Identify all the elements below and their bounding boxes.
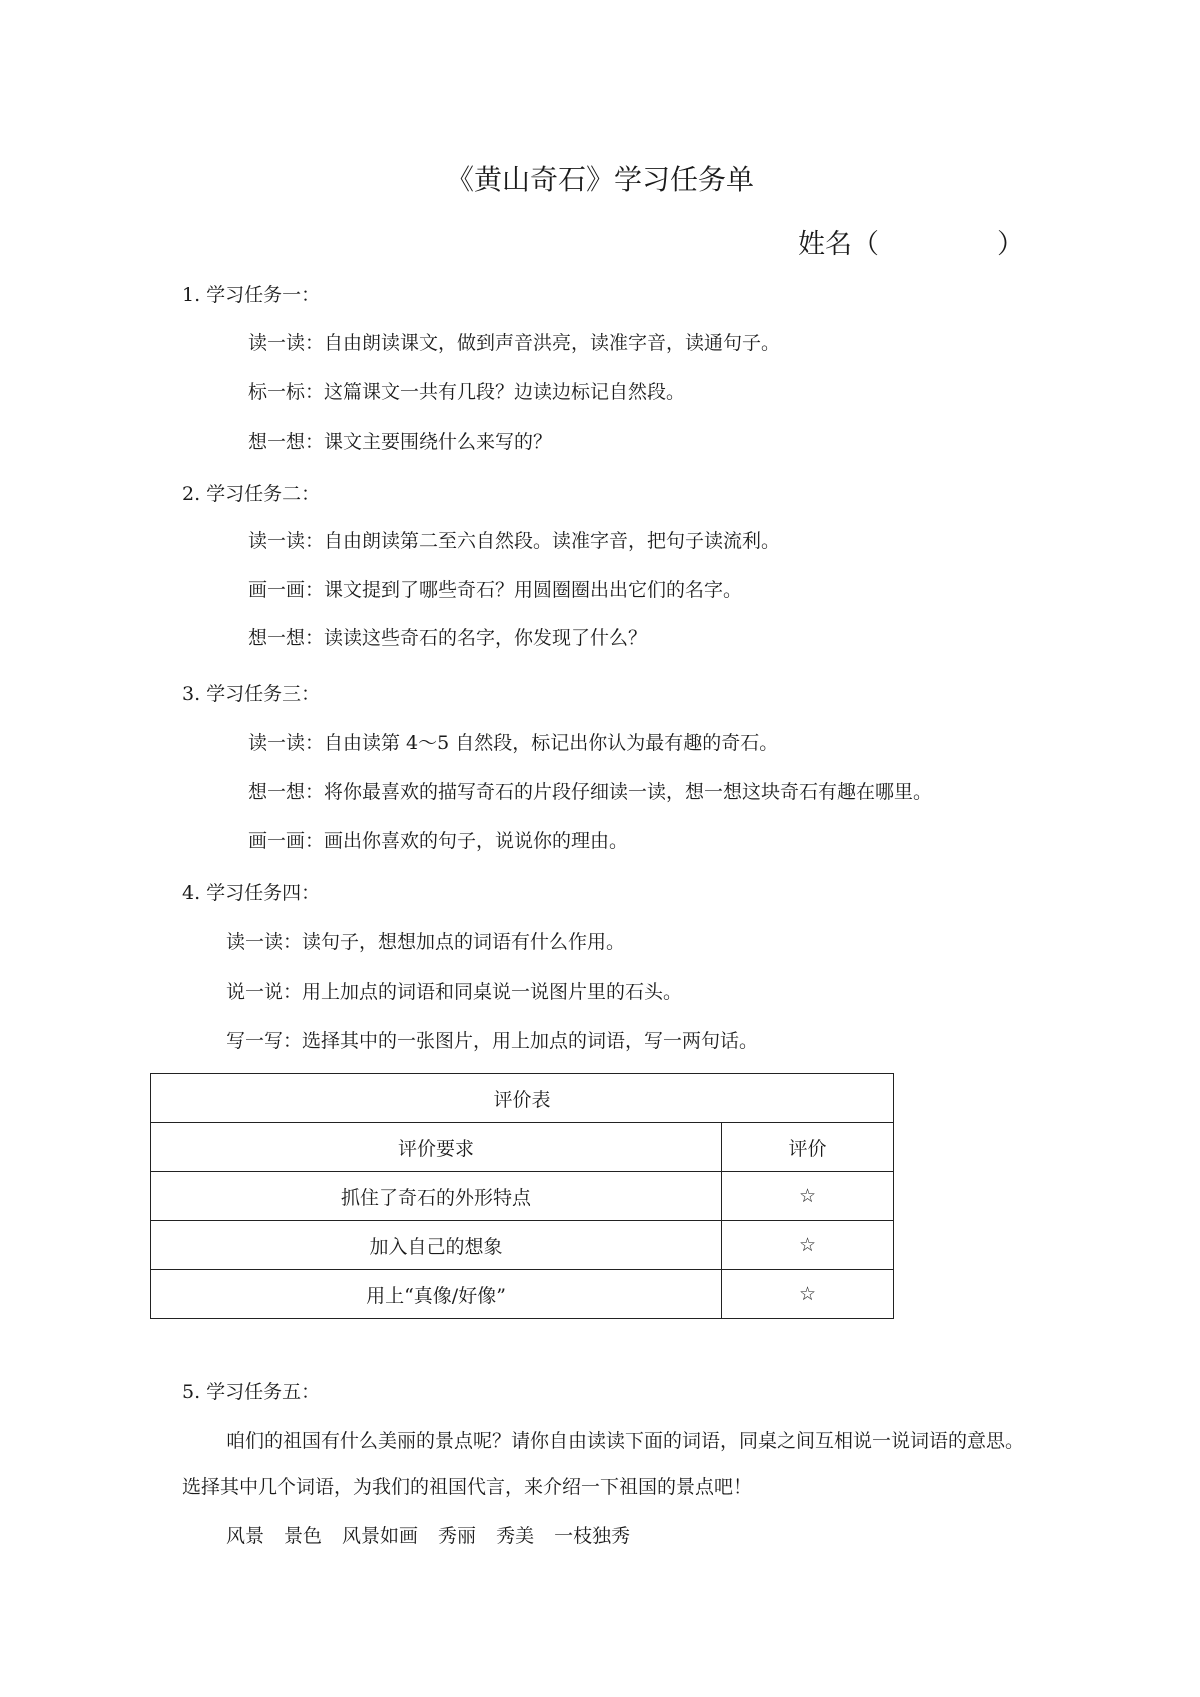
requirement-cell: 抓住了奇石的外形特点 (151, 1172, 722, 1221)
word-item: 秀丽 (438, 1525, 477, 1547)
star-rating[interactable]: ☆ (722, 1172, 894, 1221)
task-5-paragraph: 咱们的祖国有什么美丽的景点呢？请你自由读读下面的词语，同桌之间互相说一说词语的意思。选择其中几个词语，为我们的祖国代言，来介绍一下祖国的景点吧！ (182, 1430, 1025, 1498)
requirement-cell: 加入自己的想象 (151, 1221, 722, 1270)
star-rating[interactable]: ☆ (722, 1221, 894, 1270)
task-4-line-2: 说一说：用上加点的词语和同桌说一说图片里的石头。 (226, 981, 683, 1003)
task-3-line-1: 读一读：自由读第 4～5 自然段，标记出你认为最有趣的奇石。 (248, 732, 779, 754)
word-item: 秀美 (496, 1525, 535, 1547)
table-row (151, 1270, 894, 1319)
table-caption-row (151, 1074, 894, 1123)
star-rating[interactable]: ☆ (722, 1270, 894, 1319)
name-close-paren: ） (997, 229, 1024, 260)
task-3-line-3: 画一画：画出你喜欢的句子，说说你的理由。 (248, 830, 629, 852)
task-4-heading: 4. 学习任务四： (182, 882, 321, 904)
task-2-line-1: 读一读：自由朗读第二至六自然段。读准字音，把句子读流利。 (248, 530, 781, 552)
table-row (151, 1221, 894, 1270)
word-item: 风景 (226, 1525, 265, 1547)
table-caption: 评价表 (151, 1074, 894, 1123)
task-2-line-3: 想一想：读读这些奇石的名字，你发现了什么？ (248, 627, 648, 649)
word-list (226, 1521, 650, 1548)
task-2-heading: 2. 学习任务二： (182, 483, 321, 505)
word-item: 一枝独秀 (554, 1525, 631, 1547)
evaluation-table (150, 1073, 894, 1319)
word-item: 风景如画 (342, 1525, 419, 1547)
task-1-line-1: 读一读：自由朗读课文，做到声音洪亮，读准字音，读通句子。 (248, 332, 781, 354)
name-field (798, 222, 1024, 261)
table-header-row (151, 1123, 894, 1172)
word-item: 景色 (284, 1525, 323, 1547)
task-1-heading: 1. 学习任务一： (182, 284, 321, 306)
task-3-line-2: 想一想：将你最喜欢的描写奇石的片段仔细读一读，想一想这块奇石有趣在哪里。 (248, 781, 933, 803)
task-4-line-1: 读一读：读句子，想想加点的词语有什么作用。 (226, 931, 626, 953)
task-3-heading: 3. 学习任务三： (182, 683, 321, 705)
requirement-cell: 用上“真像/好像” (151, 1270, 722, 1319)
column-header-requirement: 评价要求 (151, 1123, 722, 1172)
table-row (151, 1172, 894, 1221)
page-title: 《黄山奇石》学习任务单 (445, 163, 754, 196)
column-header-rating: 评价 (722, 1123, 894, 1172)
task-5-heading: 5. 学习任务五： (182, 1381, 321, 1403)
task-2-line-2: 画一画：课文提到了哪些奇石？用圆圈圈出出它们的名字。 (248, 579, 743, 601)
name-label: 姓名（ (798, 229, 879, 260)
task-1-line-3: 想一想：课文主要围绕什么来写的？ (248, 431, 553, 453)
task-4-line-3: 写一写：选择其中的一张图片，用上加点的词语，写一两句话。 (226, 1030, 759, 1052)
task-1-line-2: 标一标：这篇课文一共有几段？边读边标记自然段。 (248, 381, 686, 403)
